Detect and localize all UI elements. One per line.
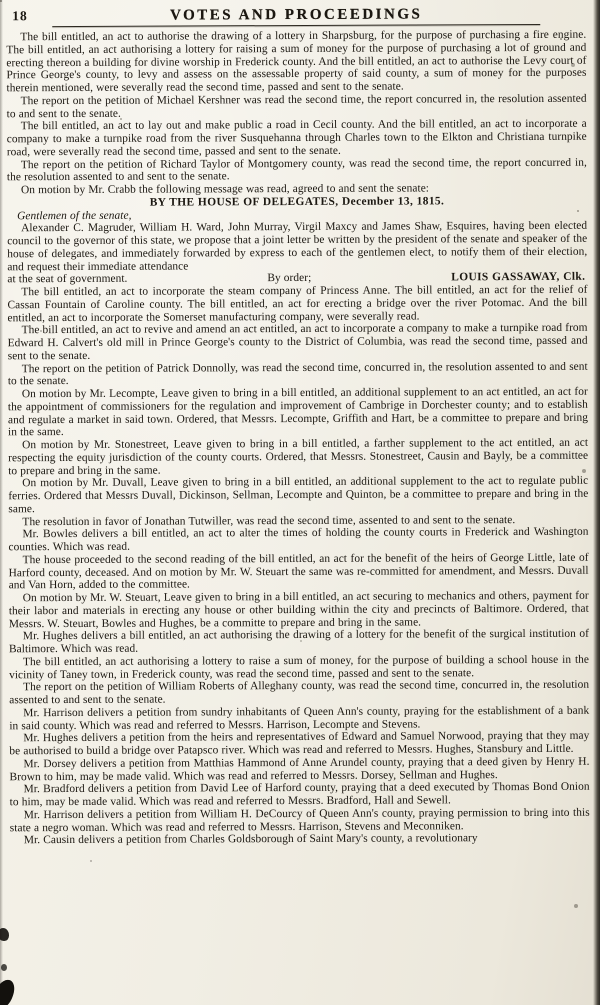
bills-paragraph: The bill entitled, an act to authorise the drawing of a lottery in Sharpsburg, for the purpose of purchasing a fire engine. The bill entitled, an act authorising a lottery for raising a sum of money for the purpose of purchasing a lot of ground and erecting thereon a building for divine worship in Frederick county. And the bill entitled, an act to authorise the Levy court of Prince George's county, to levy and assess on the assessable property of said county, a sum of money for the purposes therein mentioned, were severally read the second time, passed and sent to the senate. — [6, 28, 587, 95]
petition-paragraph: Mr. Hughes delivers a petition from the heirs and representatives of Edward and Samuel Norwood, praying that they may be authorised to build a bridge over Patapsco river. Which was read and referred to Messrs. Hughes, Stansbury and Little. — [9, 729, 590, 758]
resolution-paragraph: The resolution in favor of Jonathan Tutwiller, was read the second time, assented to and sent to the senate. — [22, 513, 516, 528]
title-rule — [53, 24, 540, 27]
report-paragraph: The report on the petition of Michael Kershner was read the second time, the report concurred in, the resolution assented to and sent to the senate. — [6, 92, 587, 120]
motion-paragraph: On motion by Mr. Duvall, Leave given to bring in a bill entitled, an additional supplement to the act to regulate public ferries. Ordered that Messrs Duvall, Dickinson, Sellman, Lecompte and Quinton, be a committee to prepare and bring in the same. — [8, 474, 589, 516]
message-dateline: BY THE HOUSE OF DELEGATES, December 13, 1815. — [149, 195, 445, 209]
report-paragraph: The report on the petition of William Roberts of Alleghany county, was read the second time, concurred in, the resolution assented to and sent to the senate. — [9, 678, 590, 707]
petition-paragraph: Mr. Harrison delivers a petition from William H. DeCourcy of Queen Ann's county, praying permission to bring into this state a negro woman. Which was read and referred to Messrs. Harrison, Stevens and Meconniken. — [9, 806, 590, 834]
bills-paragraph: The bill entitled, an act to lay out and make public a road in Cecil county. And the bill entitled, an act to incorporate a company to make a turnpike road from the river Susquehanna through Charles town to the Elkton and Christiana turnpike road, were severally read the second time, passed and sent to the senate. — [6, 117, 587, 159]
text-body — [6, 29, 590, 848]
page-number: 18 — [12, 8, 28, 24]
bill-delivery-paragraph: Mr. Hughes delivers a bill entitled, an act authorising the drawing of a lottery for the benefit of the surgical institution of Baltimore. Which was read. — [8, 627, 589, 656]
left-edge-shadow — [0, 0, 3, 1005]
motion-paragraph: On motion by Mr. W. Steuart, Leave given to bring in a bill entitled, an act securing to mechanics and others, payment for their labor and materials in erecting any house or other building within the city and precincts of Baltimore. Ordered, that Messrs. W. Steuart, Bowles and Hughes, be a committe to prepare and bring in the same. — [8, 589, 589, 630]
page-title: VOTES AND PROCEEDINGS — [170, 6, 423, 24]
second-reading-paragraph: The house proceeded to the second reading of the bill entitled, an act for the benefit of the heirs of George Little, late of Harford county, deceased. And on motion by Mr. W. Steuart the same was re-committed for amendment, and Messrs. Duvall and Van Horn, added to the committee. — [8, 551, 589, 592]
ink-blot — [0, 977, 17, 1005]
bills-paragraph: The bill entitled, an act to incorporate the steam company of Princess Anne. The bill entitled, an act for the relief of Cassan Fountain of Caroline county. The bill entitled, an act for erecting a bridge over the river Potomac. And the bill entitled, an act to incorporate the Somerset manufacturing company, were severally read. — [7, 283, 588, 324]
bill-delivery-paragraph: Mr. Bowles delivers a bill entitled, an act to alter the times of holding the county courts in Frederick and Washington counties. Which was read. — [8, 525, 589, 554]
petition-paragraph: Mr. Dorsey delivers a petition from Matthias Hammond of Anne Arundel county, praying that a deed given by Henry H. Brown to him, may be made valid. Which was read and referred to Messrs. Dorsey, Sellman and Hughes. — [9, 755, 590, 783]
petition-paragraph: Mr. Causin delivers a petition from Charles Goldsborough of Saint Mary's county, a revolutionary — [23, 832, 478, 847]
salutation: Gentlemen of the senate, — [17, 209, 132, 222]
sigline-left: at the seat of government. — [7, 272, 128, 286]
bills-paragraph: The bill entitled, an act authorising a lottery to raise a sum of money, for the purpose of building a school house in the vicinity of Taney town, in Frederick county, was read the second time, passed and sent to the senate. — [9, 653, 590, 681]
report-paragraph: The report on the petition of Richard Taylor of Montgomery county, was read the second time, the report concurred in, the resolution assented to and sent to the senate. — [6, 156, 587, 184]
report-paragraph: The report on the petition of Patrick Donnolly, was read the second time, concurred in, the resolution assented to and sent to the senate. — [7, 360, 588, 388]
scan-speckles — [0, 0, 2, 2]
clerk-signature: LOUIS GASSAWAY, Clk. — [451, 270, 586, 284]
ink-blot — [0, 928, 9, 941]
motion-paragraph: On motion by Mr. Lecompte, Leave given to bring in a bill entitled, an additional supplement to an act entitled, an act for the appointment of commissioners for the regulation and improvement of Cambrige in Dorchester county; and to establish and regulate a market in said town. Ordered, that Messrs. Lecompte, Griffith and Hart, be a committee to prepare and bring in the same. — [7, 385, 588, 439]
page-header — [6, 5, 586, 28]
motion-paragraph: On motion by Mr. Crabb the following message was read, agreed to and sent the senate: — [20, 182, 430, 197]
petition-paragraph: Mr. Harrison delivers a petition from sundry inhabitants of Queen Ann's county, praying for the establishment of a bank in said county. Which was read and referred to Messrs. Harrison, Lecompte and Stevens. — [9, 704, 590, 732]
ink-blot — [1, 964, 7, 971]
bills-paragraph: The bill entitled, an act to revive and amend an act entitled, an act to incorporate a company to make a turnpike road from Edward H. Calvert's old mill in Prince George's county to the District of Columbia, was read the second time, passed and sent to the senate. — [7, 321, 588, 363]
right-edge-shadow — [593, 0, 600, 1005]
petition-paragraph: Mr. Bradford delivers a petition from David Lee of Harford county, praying that a deed executed by Thomas Bond Onion to him, may be made valid. Which was read and referred to Messrs. Bradford, Hall and Sewell. — [9, 780, 590, 809]
motion-paragraph: On motion by Mr. Stonestreet, Leave given to bring in a bill entitled, a farther supplement to the act entitled, an act respecting the equity jurisdiction of the county courts. Ordered, that Messrs. Stonestreet, Causin and Bayly, be a committee to prepare and bring in the same. — [8, 436, 589, 477]
page-content — [6, 5, 590, 848]
message-body: Alexander C. Magruder, William H. Ward, John Murray, Virgil Maxcy and James Shaw, Esquires, having been elected council to the governor of this state, we propose that a joint letter be written by the president of the senate and speaker of the house of delegates, and immediately forwarded by express to each of the gentlemen elect, to notify them of their election, and request their immediate attendance — [7, 219, 588, 273]
by-order-label: By order; — [267, 272, 312, 285]
